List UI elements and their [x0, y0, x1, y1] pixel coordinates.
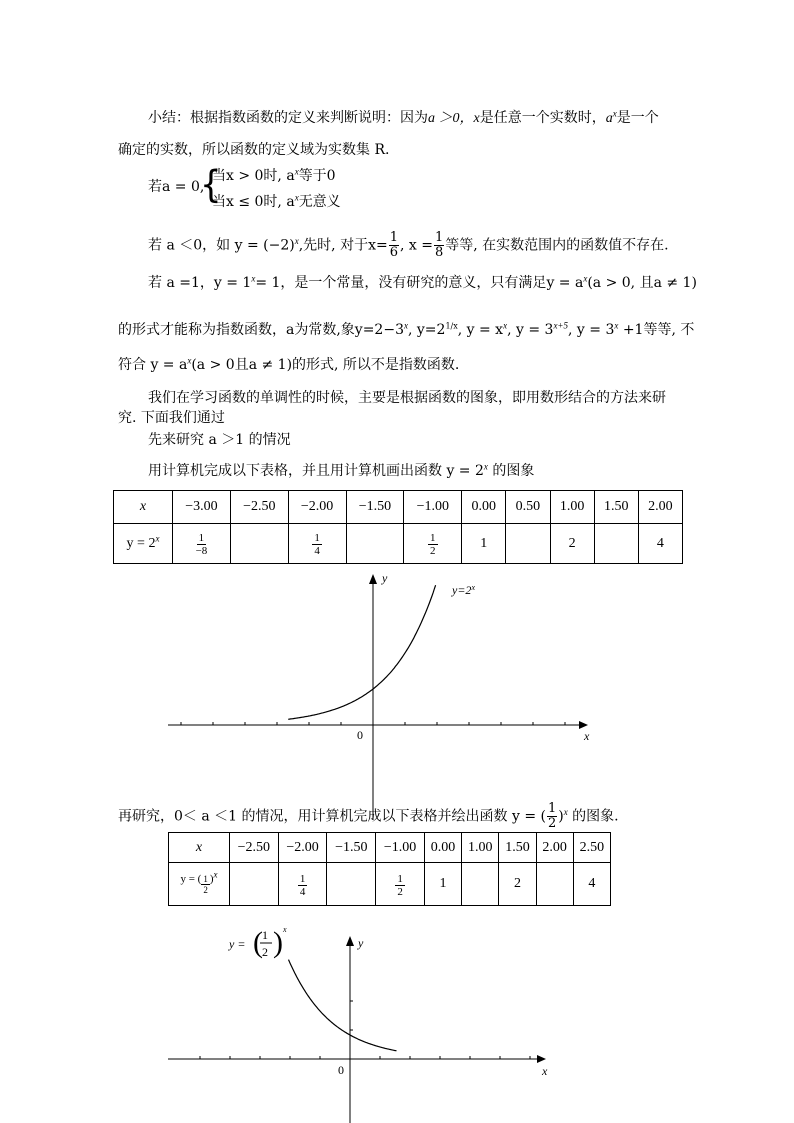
table-2-x-cell: 1.50: [499, 833, 536, 863]
graph-2: [168, 925, 548, 1123]
graph-2-curve-label: [228, 925, 287, 959]
table-2-y-cell: $\frac{1}{4}$: [278, 863, 327, 906]
table-1-x-cell: 1.50: [594, 491, 638, 524]
table-1-x-cell: −1.00: [404, 491, 462, 524]
table-1-x-cell: 2.00: [638, 491, 682, 524]
graph-2-curve: [289, 960, 397, 1051]
graph-1: [168, 571, 590, 820]
summary-text: 小结：根据指数函数的定义来判断说明：因为: [148, 110, 428, 126]
table-2-y-cell: 4: [573, 863, 610, 906]
table-2-header-y: y = ( $\frac{1}{2}$ )$^x$: [169, 863, 230, 906]
table-2-y-cell: $\frac{1}{2}$: [376, 863, 425, 906]
table-1-x-cell: −1.50: [346, 491, 404, 524]
summary-line-2: 确定的实数，所以函数的定义域为实数集 R.: [118, 142, 390, 158]
table-2-x-cell: −1.00: [376, 833, 425, 863]
table-1-y-cell: $\frac{1}{4}$: [288, 524, 346, 564]
para-line-2: 究. 下面我们通过: [118, 410, 225, 426]
table-1-x-cell: 1.00: [550, 491, 594, 524]
case-a0-row1: 当x > 0时, $a^x$等于0: [212, 166, 336, 184]
svg-text:y =: y =: [229, 937, 246, 951]
para-line-4: 用计算机完成以下表格，并且用计算机画出函数 $y = 2^x$ 的图象: [148, 461, 535, 479]
graph-1-y-label: y: [382, 571, 388, 585]
table-2-x-cell: 2.50: [573, 833, 610, 863]
summary-var-x: x: [473, 111, 480, 126]
graph-2-origin: 0: [338, 1063, 344, 1077]
table-2-x-cell: −2.00: [278, 833, 327, 863]
graph-2-ticks: [200, 1001, 530, 1059]
graph-2-x-arrow: [537, 1055, 546, 1063]
svg-text:x: x: [283, 925, 287, 934]
fraction-1-2: $\frac{1}{2}$: [547, 801, 557, 831]
table-1-header-y: $y = 2^x$: [114, 524, 173, 564]
fraction-1-8: $\frac{1}{8}$: [434, 230, 444, 260]
para-line-3: 先来研究 a ＞1 的情况: [148, 432, 291, 448]
graph-1-y-arrow: [369, 574, 377, 584]
table-2-y-cell: 2: [499, 863, 536, 906]
table-1-y-cell: $\frac{1}{-8}$: [173, 524, 231, 564]
table-2-x-cell: 1.00: [462, 833, 499, 863]
case-neg-line: 若 a ＜0，如 $y = (-2)^x$,先时, 对于x= $\frac{1}{6}$ , x = $\frac{1}{8}$ 等等, 在实数范围内的函数值不存在.: [148, 230, 669, 260]
brace-symbol: {: [200, 163, 222, 207]
svg-text:1: 1: [262, 928, 268, 942]
table-1-y-cell: 1: [462, 524, 506, 564]
table-1-x-cell: 0.00: [462, 491, 506, 524]
summary-text-3: 是一个: [616, 110, 659, 126]
table-1-y-cell: $\frac{1}{2}$: [404, 524, 462, 564]
summary-condition: a ＞0，: [428, 111, 474, 126]
svg-text:2: 2: [262, 945, 268, 959]
table-2-x-cell: −1.50: [327, 833, 376, 863]
svg-text:): ): [273, 926, 283, 959]
svg-text:(: (: [253, 926, 263, 959]
table-2-x-cell: 0.00: [424, 833, 461, 863]
case-one-line-1: 若 a =1，$y = 1^x= 1$，是一个常量，没有研究的意义，只有满足$y = a^x(a > 0$, 且a ≠ 1): [148, 273, 697, 291]
para2-line: 再研究，0＜ a ＜1 的情况，用计算机完成以下表格并绘出函数 y = ( $\frac{1}{2}$ )$^x$ 的图象.: [118, 801, 619, 831]
graph-1-origin: 0: [357, 728, 363, 742]
table-1-x-cell: −2.00: [288, 491, 346, 524]
table-1-x-cell: 0.50: [506, 491, 550, 524]
graph-2-y-arrow: [346, 936, 354, 946]
table-1-y-cell: 2: [550, 524, 594, 564]
table-1-y-cell: 4: [638, 524, 682, 564]
summary-var-a: a: [605, 111, 613, 126]
table-2-header-x: x: [169, 833, 230, 863]
summary-line-1: 小结：根据指数函数的定义来判断说明：因为a ＞0，x是任意一个实数时，$a^x$是一个: [148, 108, 659, 126]
table-2-x-cell: −2.50: [230, 833, 279, 863]
graph-2-y-label: y: [358, 936, 364, 950]
table-1-x-cell: −2.50: [230, 491, 288, 524]
fraction-1-6: $\frac{1}{6}$: [389, 230, 398, 260]
graph-1-curve-label: $y=2^x$: [452, 583, 475, 597]
case-a0-row2: 当x ≤ 0时, $a^x$无意义: [212, 192, 341, 210]
table-2-y-cell: 1: [424, 863, 461, 906]
graph-1-curve: [288, 585, 435, 719]
table-1-header-x: x: [114, 491, 173, 524]
table-2-x-cell: 2.00: [536, 833, 573, 863]
graph-1-x-label: x: [584, 729, 590, 743]
graph-2-x-label: x: [542, 1064, 548, 1078]
case-one-line-3: 符合 $y = a^x(a > 0$且a ≠ 1)的形式, 所以不是指数函数.: [118, 355, 460, 373]
para-line-1: 我们在学习函数的单调性的时候，主要是根据函数的图象，即用数形结合的方法来研: [148, 390, 666, 406]
case-a0-lead: 若a = 0,: [148, 179, 205, 195]
graph-1-x-arrow: [579, 721, 588, 729]
case-one-line-2: 的形式才能称为指数函数，a为常数,象$y=2-3^x$, $y=2^{1/x}$, $y = x^x$, $y = 3^{x+5}$, $y = 3^x +1$等等, 不: [118, 320, 695, 338]
summary-text-2: 是任意一个实数时，: [479, 110, 606, 126]
table-1-x-cell: −3.00: [173, 491, 231, 524]
